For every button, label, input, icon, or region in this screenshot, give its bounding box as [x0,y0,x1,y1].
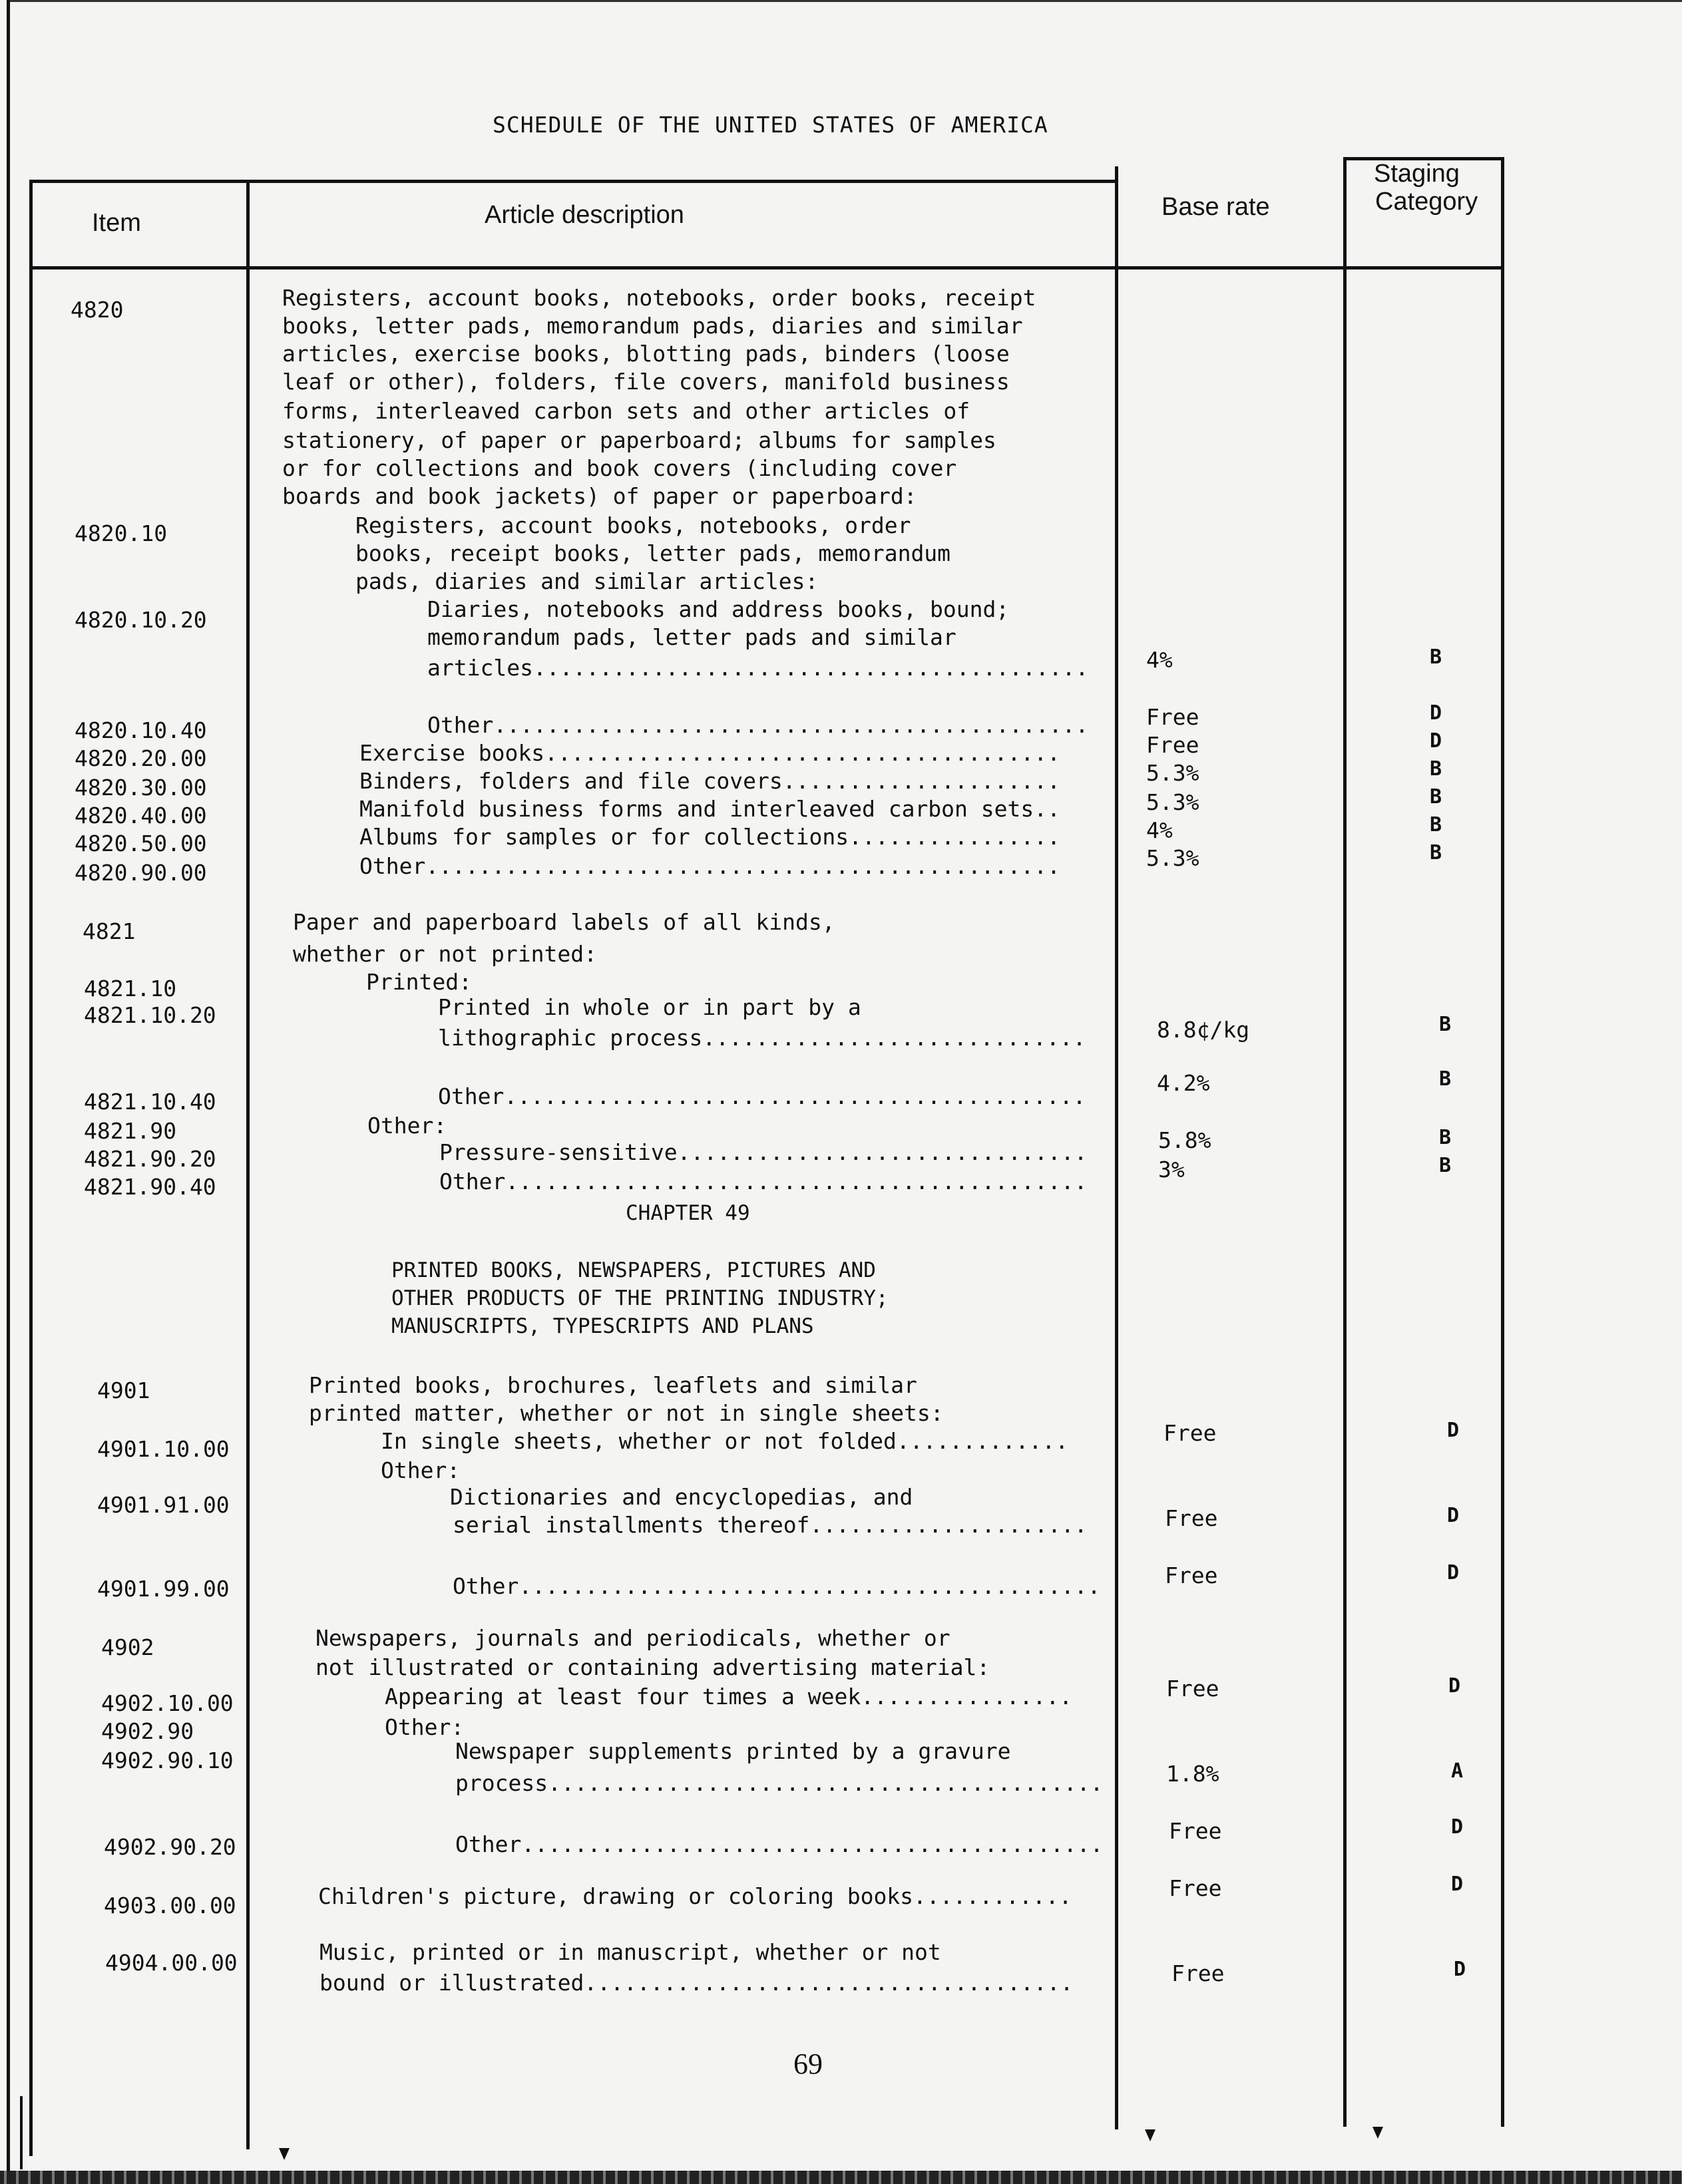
item-number: 4820.30.00 [75,775,207,801]
base-rate: Free [1146,704,1199,730]
description-line: Other: [367,1113,447,1139]
base-rate-column-left-rule [1115,166,1118,2129]
description-line: Binders, folders and file covers..................... [359,768,1060,794]
description-column-left-rule [246,180,250,2149]
description-line: process.......................................... [455,1770,1104,1796]
column-arrow-icon [1145,2129,1156,2141]
item-number: 4904.00.00 [105,1950,238,1976]
outer-left-rule [20,2096,23,2169]
description-line: Other............................................ [438,1083,1086,1109]
header-staging: Staging [1374,160,1460,188]
description-line: Registers, account books, notebooks, order books, receipt [282,285,1036,311]
description-line: whether or not printed: [293,941,597,967]
item-number: 4821.90.40 [84,1174,216,1200]
description-line: memorandum pads, letter pads and similar [427,624,956,650]
description-line: Albums for samples or for collections................ [359,824,1060,850]
chapter-title-line: PRINTED BOOKS, NEWSPAPERS, PICTURES AND [391,1258,876,1282]
item-number: 4820.10.40 [75,717,207,743]
staging-column-right-rule [1501,157,1504,2127]
description-line: Other............................................ [455,1831,1104,1857]
base-rate: 5.3% [1146,845,1199,871]
description-line: stationery, of paper or paperboard; albums for samples [282,427,996,453]
column-arrow-icon [1372,2127,1383,2139]
description-line: leaf or other), folders, file covers, manifold business [282,369,1010,395]
item-number: 4821.10.40 [84,1089,216,1115]
chapter-title-line: MANUSCRIPTS, TYPESCRIPTS AND PLANS [391,1314,814,1338]
staging-category: D [1451,1873,1464,1896]
staging-category: B [1430,785,1442,809]
description-line: books, receipt books, letter pads, memorandum [355,540,951,566]
description-line: Other............................................. [427,712,1089,738]
description-line: boards and book jackets) of paper or paperboard: [282,483,917,509]
staging-category: B [1430,841,1442,864]
description-line: Children's picture, drawing or coloring books............ [318,1883,1072,1909]
page-left-edge [7,0,10,2184]
description-line: Printed in whole or in part by a [438,994,861,1020]
staging-category: D [1447,1504,1460,1527]
item-number: 4820 [71,297,124,323]
base-rate: Free [1146,732,1199,758]
base-rate: Free [1166,1676,1219,1702]
staging-category: D [1454,1958,1466,1981]
staging-category: D [1430,701,1442,725]
base-rate: 5.3% [1146,760,1199,786]
item-number: 4821.10.20 [84,1002,216,1028]
item-number: 4901 [97,1377,150,1403]
item-number: 4901.91.00 [97,1492,230,1518]
staging-category: D [1451,1815,1464,1839]
description-line: Diaries, notebooks and address books, bound; [427,596,1010,622]
description-line: not illustrated or containing advertising material: [315,1654,990,1680]
description-line: Dictionaries and encyclopedias, and [450,1484,913,1510]
item-number: 4901.10.00 [97,1436,230,1462]
chapter-heading: CHAPTER 49 [626,1201,750,1225]
staging-category: B [1430,757,1442,781]
description-line: books, letter pads, memorandum pads, diaries and similar [282,313,1023,339]
staging-category: D [1447,1419,1460,1442]
header-category: Category [1375,188,1478,216]
item-number: 4821.10 [84,976,177,1001]
staging-category: B [1430,645,1442,669]
description-line: Exercise books....................................... [359,740,1060,766]
column-arrow-icon [279,2148,290,2160]
description-line: Newspaper supplements printed by a gravure [455,1738,1011,1764]
base-rate: 4% [1146,647,1173,673]
item-number: 4820.50.00 [75,830,207,856]
staging-column-left-rule [1343,157,1347,2127]
staging-category: B [1439,1154,1452,1177]
base-rate: Free [1165,1505,1218,1531]
item-number: 4820.90.00 [75,860,207,886]
base-rate: 5.8% [1158,1127,1211,1153]
item-number: 4820.10.20 [75,607,207,633]
table-top-rule [29,180,1116,183]
description-line: Other............................................ [439,1169,1088,1194]
item-number: 4901.99.00 [97,1576,230,1602]
page-title: SCHEDULE OF THE UNITED STATES OF AMERICA [493,112,1048,138]
item-number: 4902.90 [101,1718,194,1744]
staging-category: B [1439,1126,1452,1149]
scan-edge-strip [0,2171,1682,2184]
base-rate: 4% [1146,817,1173,843]
staging-category: B [1439,1067,1452,1091]
header-base-rate: Base rate [1161,193,1270,221]
description-line: pads, diaries and similar articles: [355,568,819,594]
base-rate: 8.8¢/kg [1157,1017,1250,1043]
description-line: In single sheets, whether or not folded............. [381,1428,1069,1454]
description-line: Other............................................ [453,1573,1101,1599]
item-number: 4902 [101,1634,154,1660]
description-line: Printed books, brochures, leaflets and similar [309,1372,917,1398]
page-number: 69 [793,2048,823,2080]
item-number: 4820.40.00 [75,803,207,828]
base-rate: Free [1171,1960,1225,1986]
item-number: 4821 [83,918,136,944]
item-number: 4902.10.00 [101,1690,234,1716]
item-number: 4820.10 [75,520,168,546]
description-line: articles.......................................... [427,655,1089,681]
header-article-description: Article description [485,201,684,229]
staging-category: A [1451,1759,1464,1783]
description-line: or for collections and book covers (including cover [282,455,957,481]
base-rate: 5.3% [1146,789,1199,815]
base-rate: 1.8% [1166,1761,1219,1787]
base-rate: 3% [1158,1157,1185,1183]
item-number: 4821.90.20 [84,1146,216,1172]
staging-category: B [1439,1013,1452,1036]
base-rate: Free [1169,1818,1222,1844]
chapter-title-line: OTHER PRODUCTS OF THE PRINTING INDUSTRY; [391,1286,889,1310]
item-number: 4820.20.00 [75,745,207,771]
description-line: Pressure-sensitive............................... [439,1139,1088,1165]
base-rate: Free [1165,1562,1218,1588]
item-column-left-rule [29,180,33,2156]
item-number: 4902.90.20 [104,1834,236,1860]
staging-category: D [1430,729,1442,753]
page-top-edge [7,0,1682,2]
description-line: forms, interleaved carbon sets and other articles of [282,398,970,424]
base-rate: Free [1163,1420,1217,1446]
base-rate: Free [1169,1875,1222,1901]
description-line: Music, printed or in manuscript, whether or not [319,1939,941,1965]
description-line: Printed: [366,969,472,995]
staging-category: D [1448,1674,1461,1698]
item-number: 4821.90 [84,1118,177,1144]
description-line: Other: [385,1714,465,1740]
description-line: Appearing at least four times a week................ [385,1684,1073,1710]
description-line: Newspapers, journals and periodicals, whether or [315,1625,950,1651]
description-line: Paper and paperboard labels of all kinds, [293,909,835,935]
staging-category: D [1447,1561,1460,1584]
description-line: printed matter, whether or not in single sheets: [309,1400,944,1426]
description-line: lithographic process............................. [438,1025,1086,1051]
description-line: bound or illustrated..................................... [319,1970,1074,1996]
description-line: Other: [381,1457,461,1483]
description-line: articles, exercise books, blotting pads, binders (loose [282,341,1010,367]
header-bottom-rule [29,266,1504,270]
description-line: Registers, account books, notebooks, order [355,512,911,538]
header-item: Item [92,209,141,237]
description-line: serial installments thereof..................... [453,1512,1088,1538]
description-line: Other................................................ [359,853,1060,879]
staging-category: B [1430,813,1442,836]
item-number: 4902.90.10 [101,1747,234,1773]
base-rate: 4.2% [1157,1070,1210,1096]
description-line: Manifold business forms and interleaved carbon sets.. [359,796,1060,822]
item-number: 4903.00.00 [104,1893,236,1918]
